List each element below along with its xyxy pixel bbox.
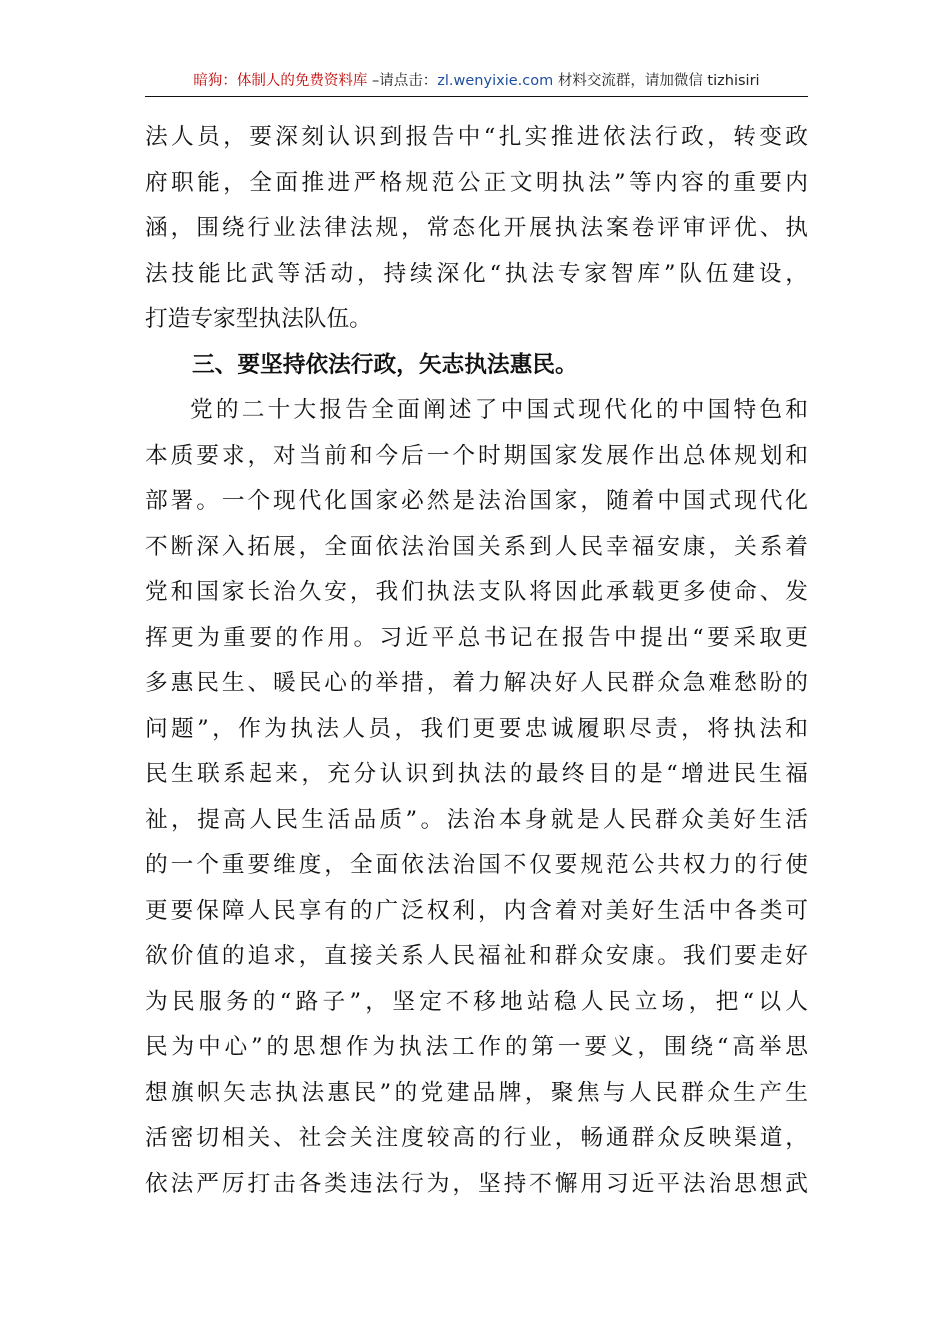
header-prompt: –请点击： (367, 73, 438, 89)
header-contact: 材料交流群，请加微信 tizhisiri (553, 73, 760, 89)
text-line: 依法严厉打击各类违法行为，坚持不懈用习近平法治思想武 (145, 1170, 808, 1197)
text-line: 党和国家长治久安，我们执法支队将因此承载更多使命、发 (145, 579, 808, 605)
text-line: 更要保障人民享有的广泛权利，内含着对美好生活中各类可 (145, 897, 808, 924)
text-line: 祉，提高人民生活品质”。法治本身就是人民群众美好生活 (145, 806, 808, 833)
header-site-link[interactable]: zl.wenyixie.com (437, 73, 554, 89)
text-line: 活密切相关、社会关注度较高的行业，畅通群众反映渠道， (145, 1125, 808, 1151)
text-line: 党的二十大报告全面阐述了中国式现代化的中国特色和 (190, 397, 808, 423)
page-header (145, 68, 808, 94)
text-line: 民生联系起来，充分认识到执法的最终目的是“增进民生福 (145, 761, 808, 787)
text-line: 的一个重要维度，全面依法治国不仅要规范公共权力的行使 (145, 852, 808, 878)
header-divider (145, 96, 808, 97)
text-line: 法技能比武等活动，持续深化“执法专家智库”队伍建设， (145, 260, 808, 287)
text-line: 涵，围绕行业法律法规，常态化开展执法案卷评审评优、执 (145, 215, 808, 241)
text-line: 为民服务的“路子”，坚定不移地站稳人民立场，把“以人 (145, 988, 808, 1015)
text-line: 法人员，要深刻认识到报告中“扎实推进依法行政，转变政 (145, 124, 808, 150)
text-line: 想旗帜矢志执法惠民”的党建品牌，聚焦与人民群众生产生 (145, 1079, 808, 1106)
text-line: 问题”，作为执法人员，我们更要忠诚履职尽责，将执法和 (145, 715, 808, 742)
text-line: 不断深入拓展，全面依法治国关系到人民幸福安康，关系着 (145, 533, 808, 560)
section-heading: 三、要坚持依法行政，矢志执法惠民。 (192, 351, 578, 378)
document-body (145, 115, 808, 1207)
text-line: 府职能，全面推进严格规范公正文明执法”等内容的重要内 (145, 169, 808, 196)
header-brand: 暗狗：体制人的免费资料库 (193, 73, 368, 89)
text-line: 本质要求，对当前和今后一个时期国家发展作出总体规划和 (145, 442, 808, 469)
text-line: 民为中心”的思想作为执法工作的第一要义，围绕“高举思 (145, 1034, 808, 1060)
text-line: 挥更为重要的作用。习近平总书记在报告中提出“要采取更 (145, 624, 808, 651)
text-line: 多惠民生、暖民心的举措，着力解决好人民群众急难愁盼的 (145, 670, 808, 696)
text-line: 打造专家型执法队伍。 (145, 306, 372, 332)
text-line: 欲价值的追求，直接关系人民福祉和群众安康。我们要走好 (145, 943, 808, 969)
text-line: 部署。一个现代化国家必然是法治国家，随着中国式现代化 (145, 488, 808, 514)
